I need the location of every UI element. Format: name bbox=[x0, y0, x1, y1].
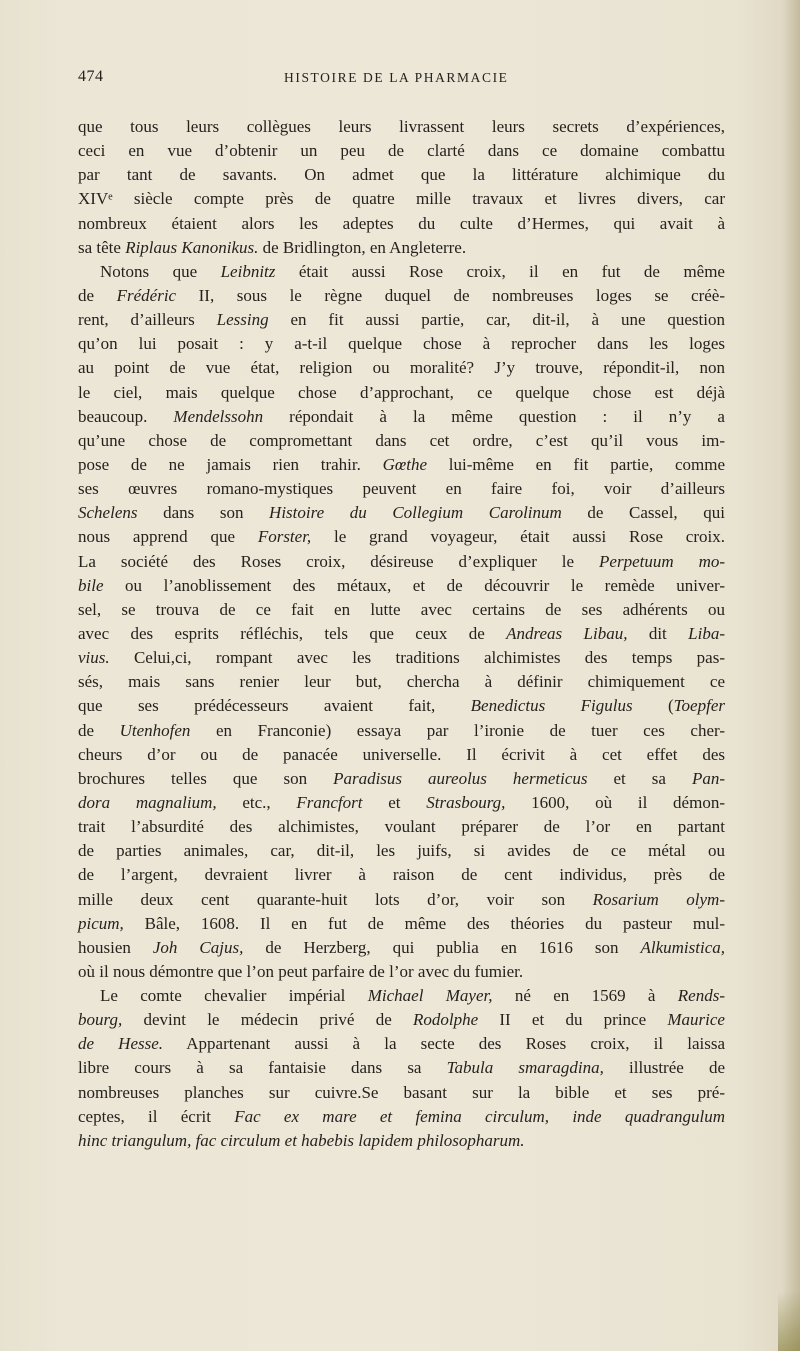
text-segment: devint le médecin privé de bbox=[122, 1010, 413, 1030]
text-segment: répondait à la même question : il n’y a bbox=[263, 406, 725, 426]
text-segment: dans son bbox=[137, 503, 270, 523]
italic-text: dora magnalium, bbox=[78, 792, 217, 812]
text-segment: par tant de savants. On admet que la littérature alchimique du bbox=[78, 165, 725, 185]
text-line bbox=[78, 501, 725, 525]
text-segment: ( bbox=[632, 696, 674, 716]
text-segment: Bâle, 1608. Il en fut de même des théories du pasteur mul- bbox=[123, 913, 725, 933]
text-line bbox=[78, 212, 725, 236]
text-segment: ceptes, il écrit bbox=[78, 1106, 235, 1126]
italic-text: Rodolphe bbox=[412, 1010, 479, 1030]
text-segment: ou l’anoblissement des métaux, et de découvrir le remède univer- bbox=[103, 575, 725, 595]
italic-text: Tabula smaragdina, bbox=[446, 1058, 604, 1078]
text-segment: pose de ne jamais rien trahir. bbox=[78, 454, 383, 474]
text-segment: cheurs d’or ou de panacée universelle. Il écrivit à cet effet des bbox=[78, 744, 725, 764]
text-segment: de Bridlington, en Angleterre. bbox=[258, 237, 467, 257]
text-segment: de parties animales, car, dit-il, les juifs, si avides de ce métal ou bbox=[78, 841, 725, 861]
text-line bbox=[78, 912, 725, 936]
text-segment: et sa bbox=[587, 768, 692, 788]
text-line bbox=[78, 139, 725, 163]
text-line bbox=[78, 405, 725, 429]
text-segment: le ciel, mais quelque chose d’approchant, ce quelque chose est déjà bbox=[78, 382, 725, 402]
italic-text: Strasbourg, bbox=[426, 792, 506, 812]
text-segment: sa tête bbox=[78, 237, 126, 257]
text-segment: de l’argent, devraient livrer à raison de cent individus, près de bbox=[78, 865, 725, 885]
text-segment: ceci en vue d’obtenir un peu de clarté dans ce domaine combattu bbox=[78, 141, 725, 161]
text-line bbox=[78, 598, 725, 622]
text-line bbox=[78, 888, 725, 912]
text-line bbox=[78, 670, 725, 694]
text-segment: beaucoup. bbox=[78, 406, 174, 426]
text-segment: ses œuvres romano-mystiques peuvent en faire foi, voir d’ailleurs bbox=[78, 479, 725, 499]
text-line bbox=[78, 1032, 725, 1056]
text-segment: mille deux cent quarante-huit lots d’or, voir son bbox=[78, 889, 593, 909]
text-segment: où il nous démontre que l’on peut parfaire de l’or avec du fumier. bbox=[78, 961, 524, 981]
text-line bbox=[78, 1081, 725, 1105]
text-line bbox=[78, 332, 725, 356]
italic-text: Maurice bbox=[667, 1010, 725, 1030]
running-title: HISTOIRE DE LA PHARMACIE bbox=[284, 70, 509, 85]
italic-text: Histoire du Collegium Carolinum bbox=[269, 503, 562, 523]
text-segment: en Franconie) essaya par l’ironie de tuer ces cher- bbox=[190, 720, 725, 740]
text-segment: que tous leurs collègues leurs livrassent leurs secrets d’expériences, bbox=[78, 117, 725, 136]
text-segment: Notons que bbox=[100, 261, 221, 281]
italic-text: Frédéric bbox=[116, 285, 177, 305]
text-segment: que ses prédécesseurs avaient fait, bbox=[78, 696, 471, 716]
text-segment: de Herzberg, qui publia en 1616 son bbox=[243, 937, 641, 957]
italic-text: Alkumistica, bbox=[640, 937, 725, 957]
text-segment: Celui,ci, rompant avec les traditions alchimistes des temps pas- bbox=[109, 648, 725, 668]
italic-text: Forster, bbox=[257, 527, 312, 547]
text-segment: libre cours à sa fantaisie dans sa bbox=[78, 1058, 447, 1078]
paragraph bbox=[78, 984, 725, 1153]
italic-text: Paradisus aureolus hermeticus bbox=[333, 768, 588, 788]
text-line bbox=[78, 1056, 725, 1080]
text-segment: XIVᵉ siècle compte près de quatre mille travaux et livres divers, car bbox=[78, 189, 725, 209]
text-line bbox=[78, 429, 725, 453]
text-segment: avec des esprits réfléchis, tels que ceux de bbox=[78, 623, 507, 643]
text-line bbox=[78, 308, 725, 332]
text-line bbox=[78, 646, 725, 670]
text-line bbox=[78, 936, 725, 960]
page-edge-shadow bbox=[782, 0, 800, 1351]
text-line bbox=[78, 839, 725, 863]
text-line bbox=[78, 1008, 725, 1032]
text-line bbox=[78, 694, 725, 718]
text-segment: trait l’absurdité des alchimistes, voulant préparer de l’or en partant bbox=[78, 817, 725, 837]
text-line bbox=[78, 1105, 725, 1129]
text-segment: rent, d’ailleurs bbox=[78, 310, 217, 330]
italic-text: picum, bbox=[78, 913, 124, 933]
text-line bbox=[78, 863, 725, 887]
text-segment: lui-même en fit partie, comme bbox=[427, 454, 725, 474]
italic-text: Fac ex mare et femina circulum, inde quadrangulum bbox=[234, 1106, 725, 1126]
paragraph bbox=[78, 115, 725, 260]
text-segment: II, sous le règne duquel de nombreuses loges se créè- bbox=[176, 285, 725, 305]
text-segment: de bbox=[78, 285, 117, 305]
text-segment: II et du prince bbox=[478, 1010, 668, 1030]
italic-text: Mendelssohn bbox=[173, 406, 264, 426]
text-line bbox=[78, 477, 725, 501]
text-line bbox=[78, 767, 725, 791]
italic-text: Perpetuum mo- bbox=[599, 551, 726, 571]
text-line bbox=[78, 622, 725, 646]
corner-stain bbox=[778, 1291, 800, 1351]
italic-text: Leibnitz bbox=[220, 261, 276, 281]
text-line bbox=[78, 284, 725, 308]
italic-text: Benedictus Figulus bbox=[470, 696, 633, 716]
text-segment: et bbox=[362, 792, 427, 812]
text-segment: Le comte chevalier impérial bbox=[100, 986, 368, 1006]
italic-text: Pan- bbox=[691, 768, 725, 788]
body-text bbox=[78, 115, 725, 1153]
text-segment: etc., bbox=[216, 792, 297, 812]
text-segment: sel, se trouva de ce fait en lutte avec certains de ses adhérents ou bbox=[78, 599, 725, 619]
text-line bbox=[78, 453, 725, 477]
text-line bbox=[78, 115, 725, 139]
italic-text: Rends- bbox=[677, 986, 726, 1006]
italic-text: Schelens bbox=[78, 503, 138, 523]
italic-text: Francfort bbox=[296, 792, 363, 812]
text-segment: qu’une chose de compromettant dans cet ordre, c’est qu’il vous im- bbox=[78, 430, 725, 450]
text-line bbox=[78, 815, 725, 839]
text-segment: illustrée de bbox=[603, 1058, 725, 1078]
text-segment: nombreux étaient alors les adeptes du culte d’Hermes, qui avait à bbox=[78, 213, 725, 233]
text-segment: brochures telles que son bbox=[78, 768, 334, 788]
text-segment: de bbox=[78, 720, 120, 740]
italic-text: vius. bbox=[78, 648, 110, 668]
text-line bbox=[78, 550, 725, 574]
text-segment: de Cassel, qui bbox=[561, 503, 725, 523]
italic-text: Gœthe bbox=[382, 454, 428, 474]
italic-text: Lessing bbox=[216, 310, 269, 330]
text-line bbox=[78, 236, 725, 260]
text-line bbox=[78, 1129, 725, 1153]
italic-text: Liba- bbox=[688, 623, 725, 643]
italic-text: hinc triangulum, fac circulum et habebis lapidem philosopharum. bbox=[78, 1130, 525, 1150]
text-line bbox=[78, 984, 725, 1008]
text-segment: le grand voyageur, était aussi Rose croix. bbox=[311, 527, 725, 547]
italic-text: Toepfer bbox=[673, 696, 725, 716]
text-segment: nombreuses planches sur cuivre.Se basant sur la bible et ses pré- bbox=[78, 1082, 725, 1102]
text-segment: 1600, où il démon- bbox=[505, 792, 725, 812]
text-line bbox=[78, 260, 725, 284]
text-segment: Appartenant aussi à la secte des Roses croix, il laissa bbox=[163, 1034, 725, 1054]
italic-text: Riplaus Kanonikus. bbox=[125, 237, 259, 257]
text-segment: était aussi Rose croix, il en fut de même bbox=[275, 261, 725, 281]
italic-text: Andreas Libau, bbox=[506, 623, 628, 643]
italic-text: Rosarium olym- bbox=[592, 889, 725, 909]
text-segment: La société des Roses croix, désireuse d’expliquer le bbox=[78, 551, 600, 571]
text-line bbox=[78, 381, 725, 405]
text-segment: au point de vue état, religion ou moralité? J’y trouve, répondit-il, non bbox=[78, 358, 725, 378]
text-segment: qu’on lui posait : y a-t-il quelque chose à reprocher dans les loges bbox=[78, 334, 725, 354]
text-line bbox=[78, 791, 725, 815]
text-line bbox=[78, 960, 725, 984]
text-line bbox=[78, 525, 725, 549]
italic-text: bourg, bbox=[78, 1010, 123, 1030]
paragraph bbox=[78, 260, 725, 984]
text-segment: en fit aussi partie, car, dit-il, à une question bbox=[268, 310, 725, 330]
text-line bbox=[78, 719, 725, 743]
italic-text: Utenhofen bbox=[119, 720, 191, 740]
page-number: 474 bbox=[78, 68, 104, 85]
text-line bbox=[78, 743, 725, 767]
text-segment: nous apprend que bbox=[78, 527, 258, 547]
text-line bbox=[78, 356, 725, 380]
text-line bbox=[78, 187, 725, 211]
italic-text: de Hesse. bbox=[78, 1034, 164, 1054]
page-header bbox=[78, 68, 724, 92]
text-segment: dit bbox=[627, 623, 689, 643]
italic-text: bile bbox=[78, 575, 104, 595]
text-segment: housien bbox=[78, 937, 153, 957]
text-line bbox=[78, 574, 725, 598]
text-line bbox=[78, 163, 725, 187]
text-segment: sés, mais sans renier leur but, chercha à définir chimiquement ce bbox=[78, 672, 725, 692]
italic-text: Joh Cajus, bbox=[152, 937, 244, 957]
italic-text: Michael Mayer, bbox=[367, 986, 493, 1006]
text-segment: né en 1569 à bbox=[492, 986, 678, 1006]
